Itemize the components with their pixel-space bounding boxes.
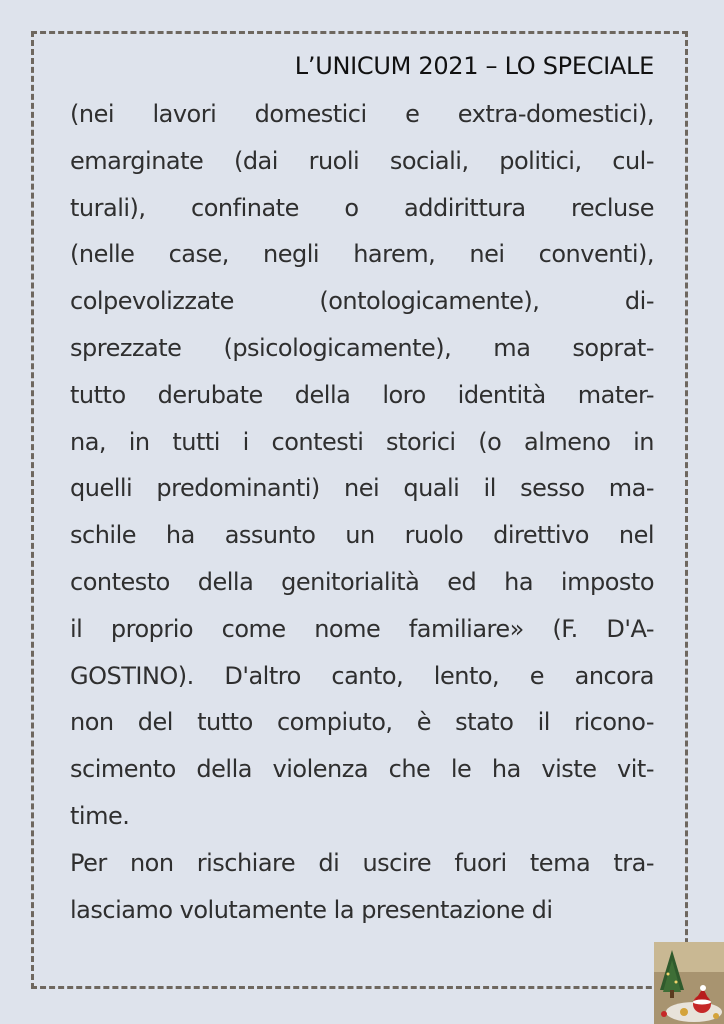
- text-line: sprezzate (psicologicamente), ma soprat-: [70, 333, 654, 362]
- text-line: quelli predominanti) nei quali il sesso ma-: [70, 474, 654, 503]
- text-line: colpevolizzate (ontologicamente), di-: [70, 287, 654, 316]
- text-line: (nelle case, negli harem, nei conventi),: [70, 240, 654, 269]
- christmas-decoration-icon: [654, 942, 724, 1024]
- text-line: Per non rischiare di uscire fuori tema tra-: [70, 848, 654, 877]
- text-line: lasciamo volutamente la presentazione di: [70, 895, 553, 924]
- text-line: (nei lavori domestici e extra-domestici),: [70, 100, 654, 128]
- body-text: [70, 91, 654, 933]
- text-line: turali), confinate o addirittura recluse: [70, 193, 654, 222]
- text-line: scimento della violenza che le ha viste vit-: [70, 755, 654, 784]
- text-line: non del tutto compiuto, è stato il ricono-: [70, 708, 654, 737]
- text-line: GOSTINO). D'altro canto, lento, e ancora: [70, 661, 654, 690]
- text-line: time.: [70, 801, 130, 830]
- text-line: il proprio come nome familiare» (F. D'A-: [70, 614, 654, 643]
- text-line: tutto derubate della loro identità mater-: [70, 380, 654, 409]
- text-line: emarginate (dai ruoli sociali, politici, cul-: [70, 146, 654, 175]
- text-line: contesto della genitorialità ed ha imposto: [70, 567, 654, 596]
- text-line: schile ha assunto un ruolo direttivo nel: [70, 521, 654, 550]
- text-line: na, in tutti i contesti storici (o almeno in: [70, 427, 654, 456]
- page-header: L’UNICUM 2021 – LO SPECIALE: [294, 52, 654, 80]
